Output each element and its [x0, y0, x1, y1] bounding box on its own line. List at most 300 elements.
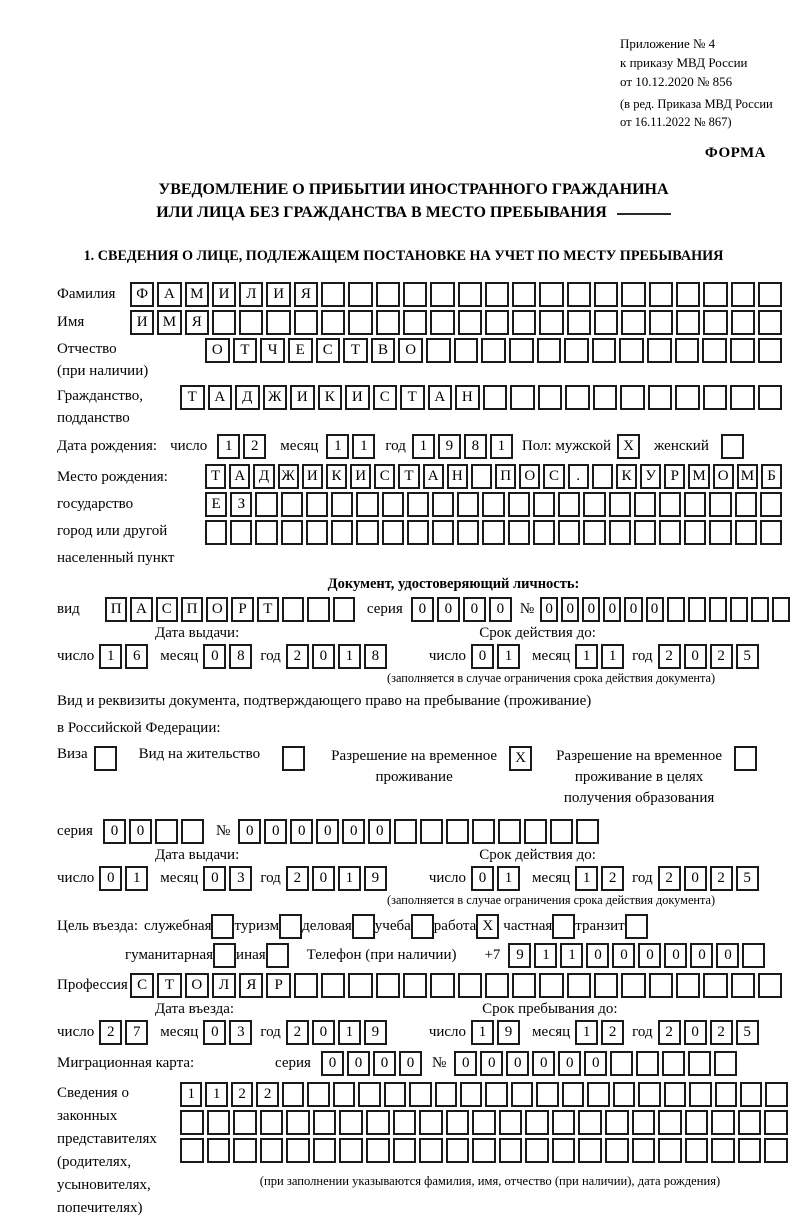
- char-cell[interactable]: [207, 1138, 231, 1163]
- char-cell[interactable]: Т: [343, 338, 368, 363]
- char-cell[interactable]: 0: [684, 1020, 707, 1045]
- char-cell[interactable]: К: [318, 385, 343, 410]
- char-cell[interactable]: 0: [373, 1051, 396, 1076]
- char-cell[interactable]: И: [350, 464, 371, 489]
- char-cell[interactable]: Р: [231, 597, 253, 622]
- char-cell[interactable]: [649, 310, 673, 335]
- char-cell[interactable]: 8: [464, 434, 487, 459]
- char-cell[interactable]: 2: [710, 644, 733, 669]
- char-cell[interactable]: [647, 338, 672, 363]
- char-cell[interactable]: П: [495, 464, 516, 489]
- char-cell[interactable]: [485, 282, 509, 307]
- char-cell[interactable]: [659, 492, 681, 517]
- char-cell[interactable]: [294, 310, 318, 335]
- char-cell[interactable]: [742, 943, 765, 968]
- char-cell[interactable]: 5: [736, 1020, 759, 1045]
- char-cell[interactable]: [620, 385, 645, 410]
- char-cell[interactable]: [509, 338, 534, 363]
- char-cell[interactable]: С: [156, 597, 178, 622]
- char-cell[interactable]: 1: [575, 644, 598, 669]
- char-cell[interactable]: 1: [560, 943, 583, 968]
- char-cell[interactable]: [649, 973, 673, 998]
- char-cell[interactable]: 0: [664, 943, 687, 968]
- char-cell[interactable]: 9: [438, 434, 461, 459]
- char-cell[interactable]: [703, 973, 727, 998]
- char-cell[interactable]: [403, 282, 427, 307]
- char-cell[interactable]: [180, 1110, 204, 1135]
- char-cell[interactable]: [286, 1138, 310, 1163]
- char-cell[interactable]: О: [398, 338, 423, 363]
- char-cell[interactable]: [458, 282, 482, 307]
- char-cell[interactable]: [731, 282, 755, 307]
- char-cell[interactable]: [609, 492, 631, 517]
- char-cell[interactable]: [688, 597, 706, 622]
- char-cell[interactable]: X: [476, 914, 499, 939]
- char-cell[interactable]: [703, 385, 728, 410]
- char-cell[interactable]: 9: [364, 866, 387, 891]
- char-cell[interactable]: 0: [561, 597, 579, 622]
- char-cell[interactable]: 0: [129, 819, 152, 844]
- char-cell[interactable]: [313, 1138, 337, 1163]
- char-cell[interactable]: Ч: [260, 338, 285, 363]
- char-cell[interactable]: И: [345, 385, 370, 410]
- char-cell[interactable]: [721, 434, 744, 459]
- char-cell[interactable]: Т: [205, 464, 226, 489]
- char-cell[interactable]: [524, 819, 547, 844]
- char-cell[interactable]: [430, 973, 454, 998]
- char-cell[interactable]: [632, 1110, 656, 1135]
- char-cell[interactable]: [592, 338, 617, 363]
- char-cell[interactable]: [658, 1138, 682, 1163]
- char-cell[interactable]: [664, 1082, 686, 1107]
- char-cell[interactable]: [576, 819, 599, 844]
- char-cell[interactable]: Р: [664, 464, 685, 489]
- char-cell[interactable]: [619, 338, 644, 363]
- char-cell[interactable]: [485, 1082, 507, 1107]
- char-cell[interactable]: 1: [497, 644, 520, 669]
- char-cell[interactable]: [533, 492, 555, 517]
- char-cell[interactable]: О: [713, 464, 734, 489]
- char-cell[interactable]: 1: [99, 644, 122, 669]
- char-cell[interactable]: [457, 492, 479, 517]
- char-cell[interactable]: Р: [266, 973, 290, 998]
- char-cell[interactable]: [764, 1110, 788, 1135]
- char-cell[interactable]: Е: [288, 338, 313, 363]
- char-cell[interactable]: [688, 1051, 711, 1076]
- char-cell[interactable]: 0: [638, 943, 661, 968]
- char-cell[interactable]: [331, 520, 353, 545]
- char-cell[interactable]: Ф: [130, 282, 154, 307]
- char-cell[interactable]: 0: [558, 1051, 581, 1076]
- char-cell[interactable]: [180, 1138, 204, 1163]
- char-cell[interactable]: [454, 338, 479, 363]
- char-cell[interactable]: [260, 1110, 284, 1135]
- char-cell[interactable]: [239, 310, 263, 335]
- char-cell[interactable]: [472, 1110, 496, 1135]
- char-cell[interactable]: [212, 310, 236, 335]
- char-cell[interactable]: З: [230, 492, 252, 517]
- char-cell[interactable]: 1: [352, 434, 375, 459]
- char-cell[interactable]: [430, 310, 454, 335]
- char-cell[interactable]: Л: [239, 282, 263, 307]
- char-cell[interactable]: [709, 597, 727, 622]
- char-cell[interactable]: [621, 282, 645, 307]
- char-cell[interactable]: [685, 1138, 709, 1163]
- char-cell[interactable]: [587, 1082, 609, 1107]
- char-cell[interactable]: [286, 1110, 310, 1135]
- char-cell[interactable]: 0: [264, 819, 287, 844]
- char-cell[interactable]: М: [737, 464, 758, 489]
- char-cell[interactable]: [613, 1082, 635, 1107]
- char-cell[interactable]: [282, 597, 304, 622]
- char-cell[interactable]: [709, 520, 731, 545]
- char-cell[interactable]: [731, 973, 755, 998]
- char-cell[interactable]: [481, 338, 506, 363]
- char-cell[interactable]: [366, 1138, 390, 1163]
- char-cell[interactable]: П: [105, 597, 127, 622]
- char-cell[interactable]: [659, 520, 681, 545]
- char-cell[interactable]: [634, 492, 656, 517]
- char-cell[interactable]: И: [212, 282, 236, 307]
- char-cell[interactable]: [552, 1110, 576, 1135]
- char-cell[interactable]: [499, 1110, 523, 1135]
- char-cell[interactable]: [382, 492, 404, 517]
- char-cell[interactable]: 0: [342, 819, 365, 844]
- char-cell[interactable]: [181, 819, 204, 844]
- char-cell[interactable]: Д: [253, 464, 274, 489]
- char-cell[interactable]: [758, 282, 782, 307]
- char-cell[interactable]: 1: [338, 1020, 361, 1045]
- char-cell[interactable]: [772, 597, 790, 622]
- char-cell[interactable]: [376, 282, 400, 307]
- char-cell[interactable]: Ж: [278, 464, 299, 489]
- char-cell[interactable]: 0: [411, 597, 434, 622]
- char-cell[interactable]: [446, 1110, 470, 1135]
- char-cell[interactable]: [255, 520, 277, 545]
- char-cell[interactable]: [636, 1051, 659, 1076]
- char-cell[interactable]: [539, 310, 563, 335]
- char-cell[interactable]: [393, 1138, 417, 1163]
- char-cell[interactable]: [536, 1082, 558, 1107]
- char-cell[interactable]: [430, 282, 454, 307]
- char-cell[interactable]: 0: [437, 597, 460, 622]
- char-cell[interactable]: [207, 1110, 231, 1135]
- char-cell[interactable]: [457, 520, 479, 545]
- char-cell[interactable]: [730, 385, 755, 410]
- char-cell[interactable]: [632, 1138, 656, 1163]
- char-cell[interactable]: Т: [180, 385, 205, 410]
- char-cell[interactable]: [702, 338, 727, 363]
- char-cell[interactable]: [709, 492, 731, 517]
- char-cell[interactable]: К: [616, 464, 637, 489]
- char-cell[interactable]: 0: [368, 819, 391, 844]
- char-cell[interactable]: И: [130, 310, 154, 335]
- char-cell[interactable]: [358, 1082, 380, 1107]
- char-cell[interactable]: О: [185, 973, 209, 998]
- char-cell[interactable]: [552, 914, 575, 939]
- char-cell[interactable]: [609, 520, 631, 545]
- char-cell[interactable]: [760, 520, 782, 545]
- char-cell[interactable]: [352, 914, 375, 939]
- char-cell[interactable]: 2: [231, 1082, 253, 1107]
- char-cell[interactable]: [714, 1051, 737, 1076]
- char-cell[interactable]: [550, 819, 573, 844]
- char-cell[interactable]: [393, 1110, 417, 1135]
- char-cell[interactable]: [233, 1138, 257, 1163]
- char-cell[interactable]: [282, 1082, 304, 1107]
- char-cell[interactable]: 0: [471, 866, 494, 891]
- char-cell[interactable]: [567, 973, 591, 998]
- char-cell[interactable]: 0: [312, 1020, 335, 1045]
- char-cell[interactable]: .: [568, 464, 589, 489]
- char-cell[interactable]: Б: [761, 464, 782, 489]
- char-cell[interactable]: 0: [690, 943, 713, 968]
- char-cell[interactable]: [407, 492, 429, 517]
- char-cell[interactable]: [155, 819, 178, 844]
- char-cell[interactable]: [348, 282, 372, 307]
- char-cell[interactable]: [230, 520, 252, 545]
- char-cell[interactable]: [376, 310, 400, 335]
- char-cell[interactable]: [610, 1051, 633, 1076]
- char-cell[interactable]: 8: [364, 644, 387, 669]
- char-cell[interactable]: [735, 520, 757, 545]
- char-cell[interactable]: [333, 1082, 355, 1107]
- char-cell[interactable]: И: [290, 385, 315, 410]
- char-cell[interactable]: 9: [508, 943, 531, 968]
- char-cell[interactable]: [446, 1138, 470, 1163]
- char-cell[interactable]: [533, 520, 555, 545]
- char-cell[interactable]: [562, 1082, 584, 1107]
- char-cell[interactable]: 0: [540, 597, 558, 622]
- char-cell[interactable]: [578, 1138, 602, 1163]
- char-cell[interactable]: Н: [447, 464, 468, 489]
- char-cell[interactable]: [684, 492, 706, 517]
- char-cell[interactable]: 1: [326, 434, 349, 459]
- char-cell[interactable]: 8: [229, 644, 252, 669]
- char-cell[interactable]: С: [543, 464, 564, 489]
- char-cell[interactable]: 1: [471, 1020, 494, 1045]
- char-cell[interactable]: 2: [710, 1020, 733, 1045]
- char-cell[interactable]: 0: [603, 597, 621, 622]
- char-cell[interactable]: [565, 385, 590, 410]
- char-cell[interactable]: 5: [736, 644, 759, 669]
- char-cell[interactable]: [321, 973, 345, 998]
- char-cell[interactable]: [366, 1110, 390, 1135]
- char-cell[interactable]: [765, 1082, 787, 1107]
- char-cell[interactable]: [420, 819, 443, 844]
- char-cell[interactable]: [376, 973, 400, 998]
- char-cell[interactable]: [662, 1051, 685, 1076]
- char-cell[interactable]: [594, 973, 618, 998]
- char-cell[interactable]: [348, 973, 372, 998]
- char-cell[interactable]: [676, 282, 700, 307]
- char-cell[interactable]: [266, 310, 290, 335]
- char-cell[interactable]: [703, 282, 727, 307]
- char-cell[interactable]: 1: [575, 1020, 598, 1045]
- char-cell[interactable]: А: [423, 464, 444, 489]
- char-cell[interactable]: 1: [497, 866, 520, 891]
- char-cell[interactable]: С: [130, 973, 154, 998]
- char-cell[interactable]: Т: [157, 973, 181, 998]
- char-cell[interactable]: 1: [180, 1082, 202, 1107]
- char-cell[interactable]: [382, 520, 404, 545]
- char-cell[interactable]: [213, 943, 236, 968]
- char-cell[interactable]: [472, 819, 495, 844]
- char-cell[interactable]: 0: [316, 819, 339, 844]
- char-cell[interactable]: 2: [286, 644, 309, 669]
- char-cell[interactable]: 0: [489, 597, 512, 622]
- char-cell[interactable]: Я: [294, 282, 318, 307]
- char-cell[interactable]: С: [373, 385, 398, 410]
- char-cell[interactable]: [403, 973, 427, 998]
- char-cell[interactable]: [583, 520, 605, 545]
- char-cell[interactable]: 2: [710, 866, 733, 891]
- char-cell[interactable]: [255, 492, 277, 517]
- char-cell[interactable]: [306, 492, 328, 517]
- char-cell[interactable]: [558, 492, 580, 517]
- char-cell[interactable]: [758, 338, 783, 363]
- char-cell[interactable]: 1: [534, 943, 557, 968]
- char-cell[interactable]: Д: [235, 385, 260, 410]
- char-cell[interactable]: [294, 973, 318, 998]
- char-cell[interactable]: [592, 464, 613, 489]
- char-cell[interactable]: [281, 492, 303, 517]
- char-cell[interactable]: [730, 597, 748, 622]
- char-cell[interactable]: А: [229, 464, 250, 489]
- char-cell[interactable]: [403, 310, 427, 335]
- char-cell[interactable]: Н: [455, 385, 480, 410]
- char-cell[interactable]: [730, 338, 755, 363]
- char-cell[interactable]: [471, 464, 492, 489]
- char-cell[interactable]: [740, 1082, 762, 1107]
- char-cell[interactable]: [667, 597, 685, 622]
- char-cell[interactable]: 2: [99, 1020, 122, 1045]
- char-cell[interactable]: Т: [400, 385, 425, 410]
- char-cell[interactable]: 0: [646, 597, 664, 622]
- char-cell[interactable]: [356, 492, 378, 517]
- char-cell[interactable]: 0: [716, 943, 739, 968]
- char-cell[interactable]: 7: [125, 1020, 148, 1045]
- char-cell[interactable]: О: [205, 338, 230, 363]
- char-cell[interactable]: [715, 1082, 737, 1107]
- char-cell[interactable]: А: [428, 385, 453, 410]
- char-cell[interactable]: 0: [203, 1020, 226, 1045]
- char-cell[interactable]: 1: [217, 434, 240, 459]
- char-cell[interactable]: А: [157, 282, 181, 307]
- char-cell[interactable]: X: [617, 434, 640, 459]
- char-cell[interactable]: [472, 1138, 496, 1163]
- char-cell[interactable]: [432, 492, 454, 517]
- char-cell[interactable]: [537, 338, 562, 363]
- char-cell[interactable]: [260, 1138, 284, 1163]
- char-cell[interactable]: 2: [601, 866, 624, 891]
- char-cell[interactable]: Т: [233, 338, 258, 363]
- char-cell[interactable]: [512, 973, 536, 998]
- char-cell[interactable]: [485, 973, 509, 998]
- char-cell[interactable]: О: [519, 464, 540, 489]
- char-cell[interactable]: 6: [125, 644, 148, 669]
- char-cell[interactable]: 0: [203, 644, 226, 669]
- char-cell[interactable]: [510, 385, 535, 410]
- char-cell[interactable]: 0: [312, 644, 335, 669]
- char-cell[interactable]: 0: [321, 1051, 344, 1076]
- char-cell[interactable]: Т: [257, 597, 279, 622]
- char-cell[interactable]: [94, 746, 117, 771]
- char-cell[interactable]: 0: [99, 866, 122, 891]
- char-cell[interactable]: [499, 1138, 523, 1163]
- char-cell[interactable]: 1: [338, 866, 361, 891]
- char-cell[interactable]: 0: [480, 1051, 503, 1076]
- char-cell[interactable]: Я: [185, 310, 209, 335]
- char-cell[interactable]: [634, 520, 656, 545]
- char-cell[interactable]: [419, 1110, 443, 1135]
- char-cell[interactable]: [567, 282, 591, 307]
- char-cell[interactable]: [525, 1110, 549, 1135]
- char-cell[interactable]: [594, 282, 618, 307]
- char-cell[interactable]: [621, 973, 645, 998]
- char-cell[interactable]: 1: [575, 866, 598, 891]
- char-cell[interactable]: 2: [286, 1020, 309, 1045]
- char-cell[interactable]: [233, 1110, 257, 1135]
- char-cell[interactable]: [594, 310, 618, 335]
- char-cell[interactable]: [458, 310, 482, 335]
- char-cell[interactable]: [711, 1138, 735, 1163]
- char-cell[interactable]: [460, 1082, 482, 1107]
- char-cell[interactable]: [348, 310, 372, 335]
- char-cell[interactable]: [339, 1110, 363, 1135]
- char-cell[interactable]: [333, 597, 355, 622]
- char-cell[interactable]: [621, 310, 645, 335]
- char-cell[interactable]: 3: [229, 1020, 252, 1045]
- char-cell[interactable]: М: [688, 464, 709, 489]
- char-cell[interactable]: [649, 282, 673, 307]
- char-cell[interactable]: [411, 914, 434, 939]
- char-cell[interactable]: [578, 1110, 602, 1135]
- char-cell[interactable]: 0: [612, 943, 635, 968]
- char-cell[interactable]: Е: [205, 492, 227, 517]
- char-cell[interactable]: 5: [736, 866, 759, 891]
- char-cell[interactable]: Л: [212, 973, 236, 998]
- char-cell[interactable]: [735, 492, 757, 517]
- char-cell[interactable]: [508, 520, 530, 545]
- char-cell[interactable]: 2: [601, 1020, 624, 1045]
- char-cell[interactable]: [482, 520, 504, 545]
- char-cell[interactable]: [760, 492, 782, 517]
- char-cell[interactable]: [758, 973, 782, 998]
- char-cell[interactable]: [498, 819, 521, 844]
- char-cell[interactable]: [558, 520, 580, 545]
- char-cell[interactable]: [407, 520, 429, 545]
- char-cell[interactable]: [648, 385, 673, 410]
- char-cell[interactable]: [711, 1110, 735, 1135]
- char-cell[interactable]: И: [266, 282, 290, 307]
- char-cell[interactable]: [205, 520, 227, 545]
- char-cell[interactable]: [676, 310, 700, 335]
- char-cell[interactable]: 1: [125, 866, 148, 891]
- char-cell[interactable]: 0: [454, 1051, 477, 1076]
- char-cell[interactable]: [703, 310, 727, 335]
- char-cell[interactable]: [282, 746, 305, 771]
- char-cell[interactable]: 2: [658, 644, 681, 669]
- char-cell[interactable]: [409, 1082, 431, 1107]
- char-cell[interactable]: [435, 1082, 457, 1107]
- char-cell[interactable]: 0: [506, 1051, 529, 1076]
- char-cell[interactable]: [675, 338, 700, 363]
- char-cell[interactable]: [307, 597, 329, 622]
- char-cell[interactable]: 0: [532, 1051, 555, 1076]
- char-cell[interactable]: [331, 492, 353, 517]
- char-cell[interactable]: 3: [229, 866, 252, 891]
